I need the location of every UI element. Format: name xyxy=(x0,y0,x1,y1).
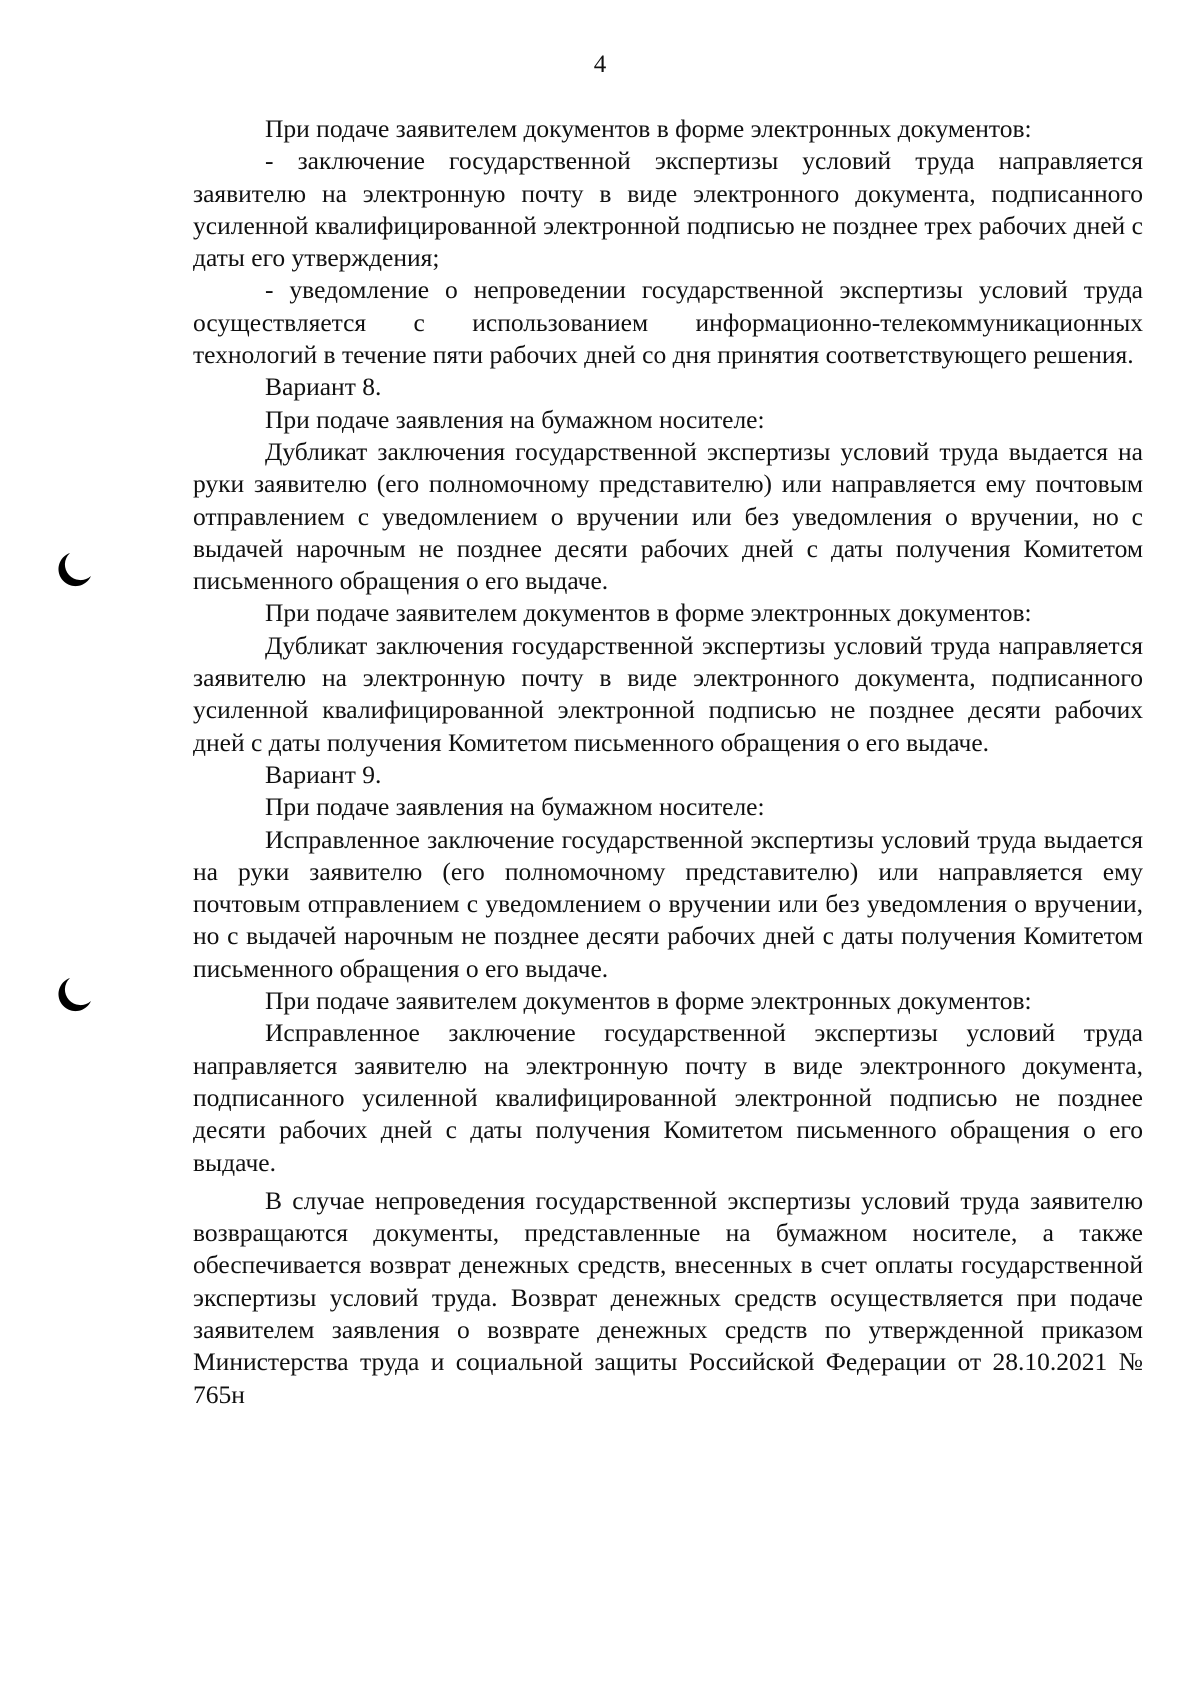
paragraph-corrected-paper: Исправленное заключение государственной экспертизы условий труда выдается на руки заявителю (его полномочному представителю) или направляется ему почтовым отправлением с уведомлением о вручении или без уведомления о вручении, но с выдачей нарочным не позднее десяти рабочих дней с даты получения Комитетом письменного обращения о его выдаче. xyxy=(193,824,1143,983)
paragraph-duplicate-electronic: Дубликат заключения государственной экспертизы условий труда направляется заявителю на электронную почту в виде электронного документа, подписанного усиленной квалифицированной электронной подписью не позднее десяти рабочих дней с даты получения Комитетом письменного обращения о его выдаче. xyxy=(193,630,1143,757)
paragraph-duplicate-paper: Дубликат заключения государственной экспертизы условий труда выдается на руки заявителю (его полномочному представителю) или направляется ему почтовым отправлением с уведомлением о вручении или без уведомления о вручении, но с выдачей нарочным не позднее десяти рабочих дней с даты получения Комитетом письменного обращения о его выдаче. xyxy=(193,436,1143,596)
paragraph-electronic-submission-heading-2: При подаче заявителем документов в форме электронных документов: xyxy=(265,598,1032,628)
paragraph-electronic-submission-heading: При подаче заявителем документов в форме электронных документов: xyxy=(265,114,1032,143)
paragraph-paper-submission-heading: При подаче заявления на бумажном носителе: xyxy=(265,404,765,434)
paragraph-non-conduct-notification: - уведомление о непроведении государственной экспертизы условий труда осуществляется с использованием информационно-телекоммуникационных технологий в течение пяти рабочих дней со дня принятия соответствующего решения. xyxy=(193,275,1143,370)
hole-punch-mark-top xyxy=(54,550,94,590)
paragraph-corrected-electronic: Исправленное заключение государственной экспертизы условий труда направляется заявителю на электронную почту в виде электронного документа, подписанного усиленной квалифицированной электронной подписью не позднее десяти рабочих дней с даты получения Комитетом письменного обращения о его выдаче. xyxy=(193,1018,1143,1177)
paragraph-variant-9: Вариант 9. xyxy=(265,759,382,789)
hole-punch-mark-bottom xyxy=(54,975,94,1015)
document-body xyxy=(193,113,1143,1411)
paragraph-paper-submission-heading-2: При подаче заявления на бумажном носителе: xyxy=(265,792,765,822)
paragraph-expertise-conclusion-email: - заключение государственной экспертизы условий труда направляется заявителю на электронную почту в виде электронного документа, подписанного усиленной квалифицированной электронной подписью не позднее трех рабочих дней с даты его утверждения; xyxy=(193,146,1143,273)
page-number: 4 xyxy=(593,51,607,78)
paragraph-refund: В случае непроведения государственной экспертизы условий труда заявителю возвращаются документы, представленные на бумажном носителе, а также обеспечивается возврат денежных средств, внесенных в счет оплаты государственной экспертизы условий труда. Возврат денежных средств осуществляется при подаче заявителем заявления о возврате денежных средств по утвержденной приказом Министерства труда и социальной защиты Российской Федерации от 28.10.2021 № 765н xyxy=(193,1185,1143,1409)
paragraph-electronic-submission-heading-3: При подаче заявителем документов в форме электронных документов: xyxy=(265,986,1032,1016)
paragraph-variant-8: Вариант 8. xyxy=(265,372,382,402)
